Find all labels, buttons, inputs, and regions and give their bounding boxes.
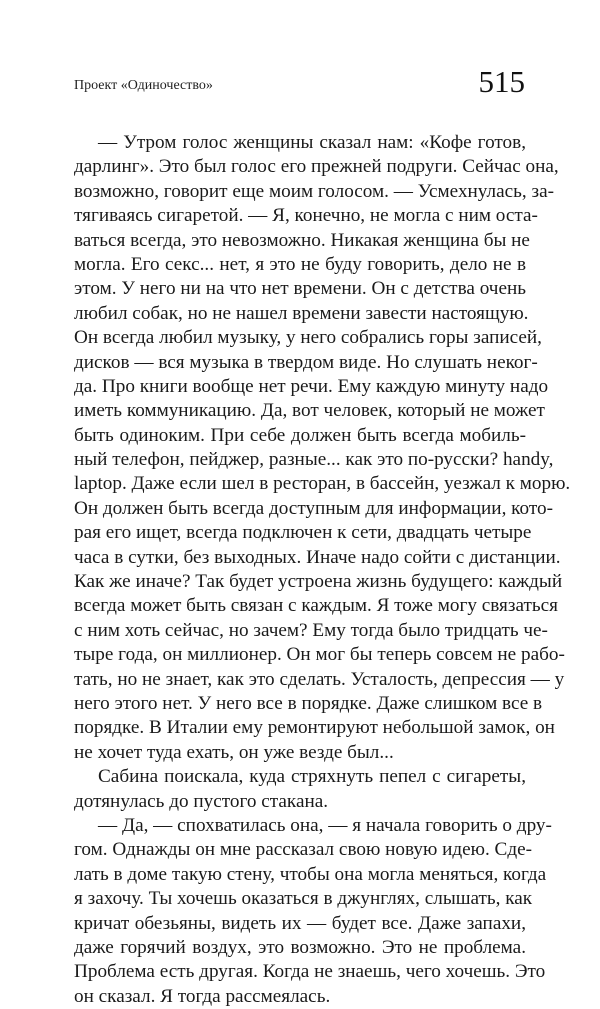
paragraph-2 (74, 765, 526, 814)
text-line: — Утром голос женщины сказал нам: «Кофе готов, (98, 132, 526, 153)
text-line: не хочет туда ехать, он уже везде был... (74, 741, 394, 763)
paragraph-1 (74, 131, 571, 765)
text-line: Он всегда любил музыку, у него собрались горы записей, (74, 327, 542, 349)
text-line: лать в доме такую стену, чтобы она могла меняться, когда (74, 863, 547, 885)
text-line: него этого нет. У него все в порядке. Даже слишком все в (74, 692, 543, 714)
text-line: дотянулась до пустого стакана. (74, 790, 329, 812)
text-line: я захочу. Ты хочешь оказаться в джунглях, слышать, как (74, 888, 533, 910)
text-line: дарлинг». Это был голос его прежней подруги. Сейчас она, (74, 156, 559, 178)
text-line: возможно, говорит еще моим голосом. — Усмехнулась, за- (74, 180, 554, 202)
text-line: Проблема есть другая. Когда не знаешь, чего хочешь. Это (74, 961, 546, 983)
text-line: этом. У него ни на что нет времени. Он с детства очень (74, 278, 526, 300)
text-line: ный телефон, пейджер, разные... как это по-русски? handy, (74, 449, 554, 471)
text-line: рая его ищет, всегда подключен к сети, двадцать четыре (74, 522, 532, 544)
running-head: Проект «Одиночество» (74, 78, 213, 93)
text-line: — Да, — спохватилась она, — я начала говорить о дру- (98, 814, 552, 836)
page-number: 515 (478, 64, 525, 99)
text-line: тать, но не знает, как это сделать. Усталость, депрессия — у (74, 668, 565, 690)
text-line: ваться всегда, это невозможно. Никакая женщина бы не (74, 229, 530, 251)
text-line: он сказал. Я тогда рассмеялась. (74, 985, 331, 1007)
text-line: да. Про книги вообще нет речи. Ему каждую минуту надо (74, 375, 549, 397)
body-text (74, 131, 571, 1009)
text-line: с ним хоть сейчас, но зачем? Ему тогда было тридцать че- (74, 619, 548, 641)
text-line: всегда может быть связан с каждым. Я тоже могу связаться (74, 595, 558, 617)
text-line: тыре года, он миллионер. Он мог бы теперь совсем не рабо- (74, 644, 565, 666)
text-line: кричат обезьяны, видеть их — будет все. Даже запахи, (74, 912, 526, 934)
text-line: любил собак, но не нашел времени завести настоящую. (74, 302, 529, 324)
paragraph-3 (74, 814, 552, 1009)
text-line: часа в сутки, без выходных. Иначе надо сойти с дистанции. (74, 546, 561, 568)
text-line: гом. Однажды он мне рассказал свою новую идею. Сде- (74, 839, 533, 861)
text-line: Он должен быть всегда доступным для информации, кото- (74, 497, 553, 519)
text-line: иметь коммуникацию. Да, вот человек, который не может (74, 400, 545, 422)
text-line: даже горячий воздух, это возможно. Это не проблема. (74, 936, 526, 958)
text-line: могла. Его секс... нет, я это не буду говорить, дело не в (74, 253, 526, 275)
text-line: Сабина поискала, куда стряхнуть пепел с сигареты, (98, 766, 526, 788)
text-line: порядке. В Италии ему ремонтируют небольшой замок, он (74, 717, 555, 739)
text-line: Как же иначе? Так будет устроена жизнь будущего: каждый (74, 571, 563, 593)
text-line: быть одиноким. При себе должен быть всегда мобиль- (74, 424, 526, 446)
text-line: laptop. Даже если шел в ресторан, в бассейн, уезжал к морю. (74, 473, 571, 495)
text-line: дисков — вся музыка в твердом виде. Но слушать неког- (74, 351, 538, 373)
text-line: тягиваясь сигаретой. — Я, конечно, не могла с ним оста- (74, 205, 538, 227)
